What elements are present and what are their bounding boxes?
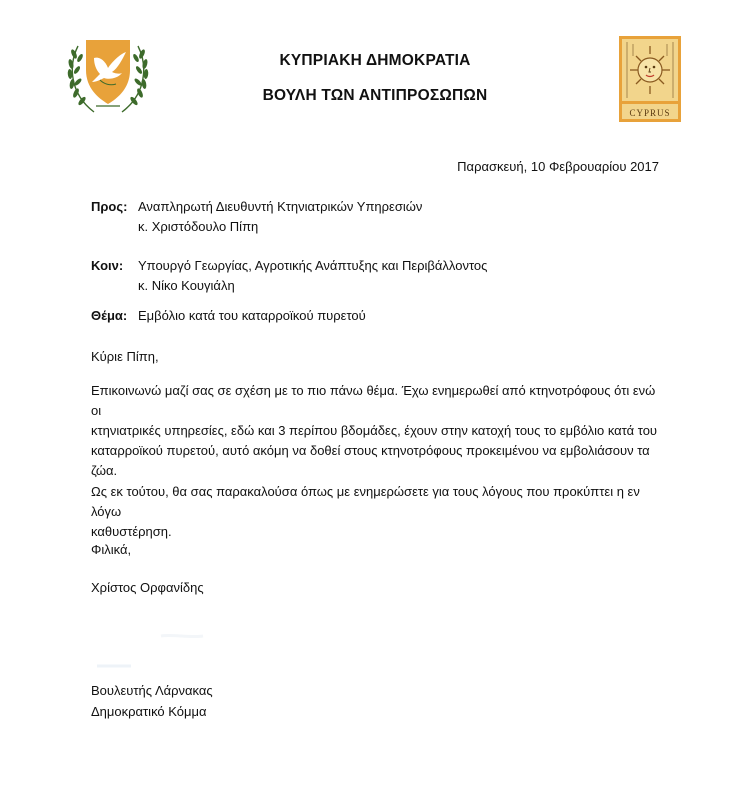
- cc-line2: κ. Νίκο Κουγιάλη: [138, 278, 235, 293]
- cc-line1: Υπουργό Γεωργίας, Αγροτικής Ανάπτυξης και Περιβάλλοντος: [138, 258, 488, 273]
- header-title-line2: ΒΟΥΛΗ ΤΩΝ ΑΝΤΙΠΡΟΣΩΠΩΝ: [262, 87, 488, 104]
- paragraph-2: [91, 482, 666, 542]
- cc-label: Κοιν:: [91, 258, 124, 273]
- paragraph-1-line: κτηνιατρικές υπηρεσίες, εδώ και 3 περίπου βδομάδες, έχουν στην κατοχή τους το εμβόλιο κατά του: [91, 423, 658, 438]
- paragraph-1-line: ζώα.: [91, 463, 118, 478]
- to-label: Προς:: [91, 199, 128, 214]
- subject-label: Θέμα:: [91, 308, 128, 323]
- to-line1: Αναπληρωτή Διευθυντή Κτηνιατρικών Υπηρεσιών: [138, 199, 423, 214]
- paragraph-1-line: Επικοινωνώ μαζί σας σε σχέση με το πιο πάνω θέμα. Έχω ενημερωθεί από κτηνοτρόφους ότι ενώ οι: [91, 383, 656, 418]
- closing: Φιλικά,: [91, 542, 132, 557]
- cyprus-coat-of-arms-icon: [64, 36, 152, 120]
- paragraph-1-line: καταρροϊκού πυρετού, αυτό ακόμη να δοθεί στους κτηνοτρόφους προκειμένου να εμβολιάσουν τα: [91, 443, 650, 458]
- cyprus-sun-emblem-icon: [619, 36, 681, 122]
- signer-role-line1: Βουλευτής Λάρνακας: [91, 683, 213, 698]
- signer-role-line2: Δημοκρατικό Κόμμα: [91, 704, 207, 719]
- paragraph-2-line: καθυστέρηση.: [91, 524, 172, 539]
- signature-area: [91, 606, 211, 676]
- to-line2: κ. Χριστόδουλο Πίπη: [138, 219, 259, 234]
- cc-value: [138, 256, 487, 296]
- signer-name: Χρίστος Ορφανίδης: [91, 580, 204, 595]
- header-title-line1: ΚΥΠΡΙΑΚΗ ΔΗΜΟΚΡΑΤΙΑ: [279, 52, 471, 69]
- subject-value: Εμβόλιο κατά του καταρροϊκού πυρετού: [138, 308, 366, 323]
- salutation: Κύριε Πίπη,: [91, 349, 159, 364]
- emblem-caption: CYPRUS: [629, 108, 671, 118]
- paragraph-2-line: Ως εκ τούτου, θα σας παρακαλούσα όπως με ενημερώσετε για τους λόγους που προκύπτει η εν λόγω: [91, 484, 640, 519]
- paragraph-1: [91, 381, 666, 481]
- letter-date: Παρασκευή, 10 Φεβρουαρίου 2017: [457, 159, 659, 174]
- to-value: [138, 197, 422, 237]
